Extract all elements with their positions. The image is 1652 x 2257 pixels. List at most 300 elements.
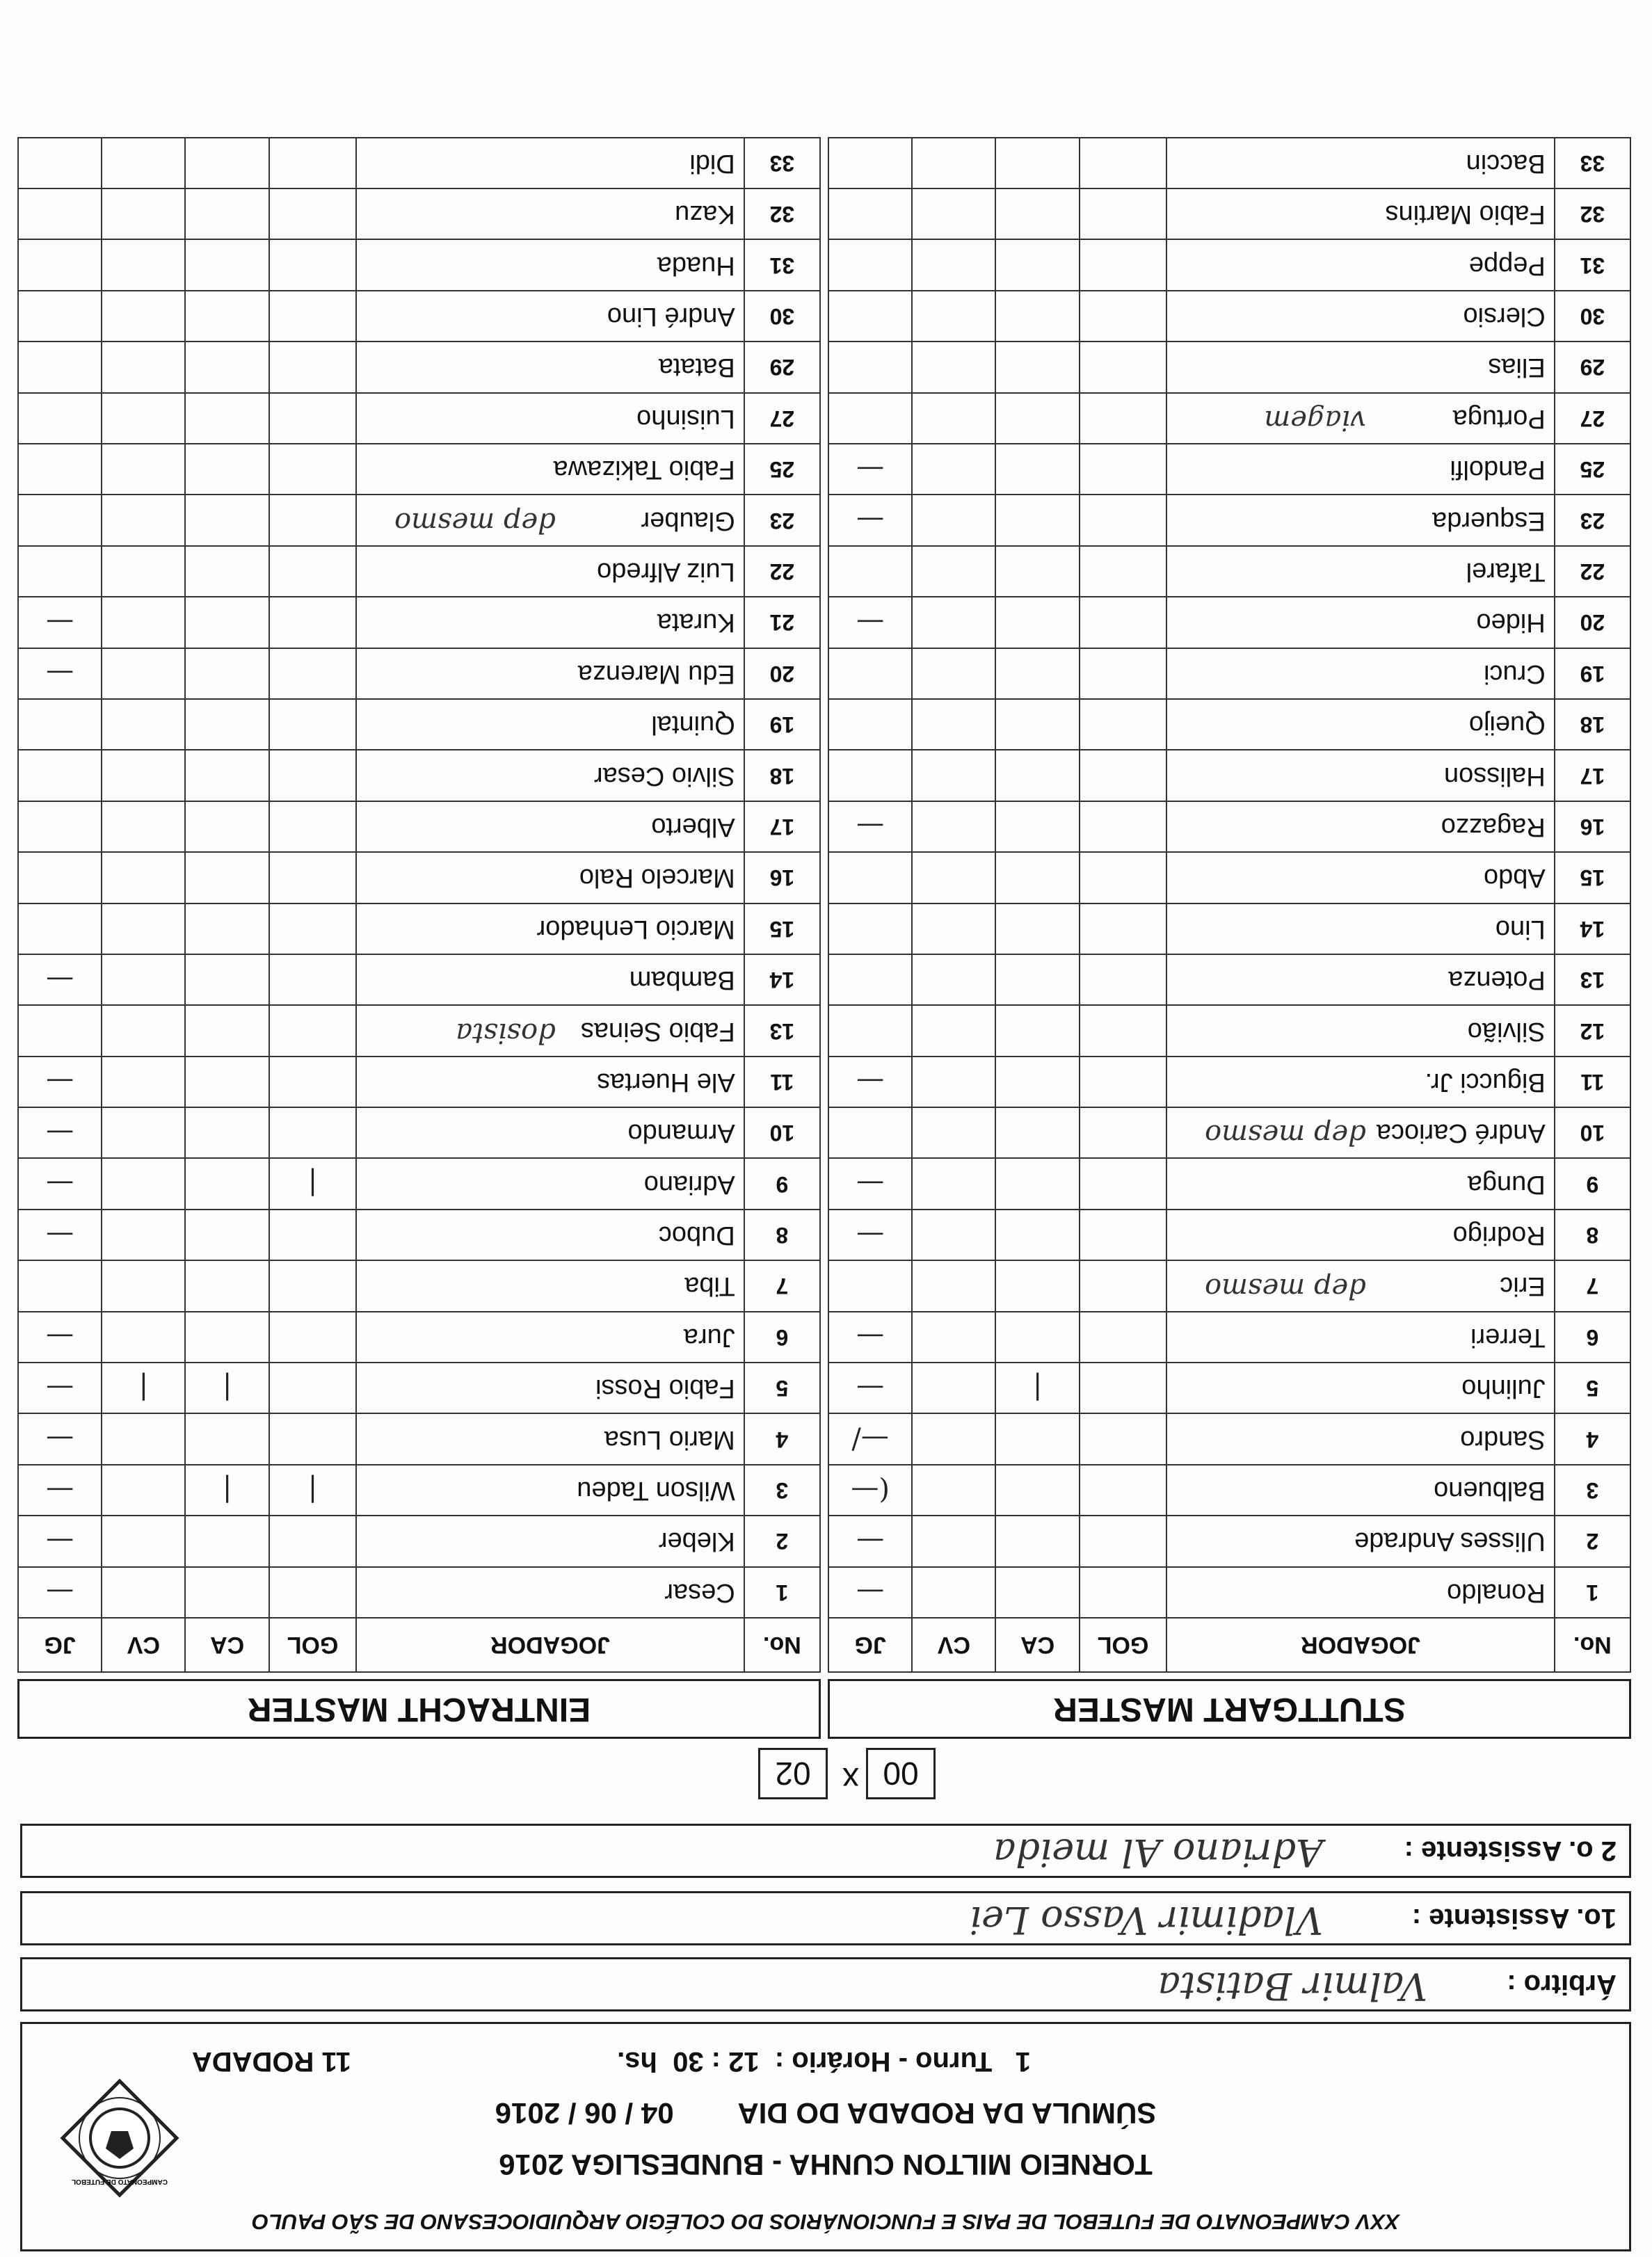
red-card-mark <box>102 1465 185 1516</box>
player-row <box>18 1005 820 1056</box>
player-row <box>18 597 820 648</box>
played-mark <box>18 444 102 495</box>
player-name-text: Sandro <box>1460 1424 1546 1454</box>
player-name <box>356 495 744 545</box>
assistant2-name: Adriano Al meida <box>993 1831 1323 1874</box>
player-number: 20 <box>744 648 820 699</box>
player-name <box>1166 138 1554 188</box>
player-number: 5 <box>1555 1363 1630 1413</box>
played-mark <box>828 342 912 392</box>
goal-mark <box>1080 1158 1167 1209</box>
yellow-card-mark <box>185 801 268 852</box>
goal-mark <box>1080 1210 1167 1260</box>
goal-mark <box>1080 1567 1167 1618</box>
goal-mark <box>269 750 357 801</box>
score-separator: x <box>842 1760 859 1797</box>
played-mark <box>18 239 102 290</box>
championship-title: XXV CAMPEONATO DE FUTEBOL DE PAIS E FUNCIONÁRIOS DO COLÉGIO ARQUIDIOCESANO DE SÃO PAULO <box>252 2210 1400 2234</box>
goal-mark <box>1080 648 1167 699</box>
player-name-text: Mario Lusa <box>604 1424 735 1454</box>
player-number: 30 <box>1555 291 1630 342</box>
goal-mark <box>269 1005 357 1056</box>
player-row <box>828 1465 1630 1516</box>
goal-mark <box>269 1567 357 1618</box>
goal-mark <box>1080 239 1167 290</box>
player-number: 3 <box>1555 1465 1630 1516</box>
player-row <box>18 1465 820 1516</box>
goal-mark: | <box>269 1465 357 1516</box>
column-header: CA <box>995 1618 1079 1672</box>
player-name <box>356 903 744 954</box>
player-name-text: André Lino <box>607 302 735 332</box>
player-name-text: Silvio Cesar <box>593 761 735 791</box>
yellow-card-mark <box>995 342 1079 392</box>
player-row <box>828 1312 1630 1363</box>
player-number: 8 <box>744 1210 820 1260</box>
player-name <box>356 138 744 188</box>
player-number: 29 <box>1555 342 1630 392</box>
yellow-card-mark <box>995 1005 1079 1056</box>
player-name <box>356 1107 744 1158</box>
red-card-mark <box>102 1413 185 1464</box>
goal-mark <box>269 1363 357 1413</box>
player-number: 29 <box>744 342 820 392</box>
player-number: 16 <box>744 852 820 903</box>
player-name-text: Terreri <box>1470 1322 1546 1352</box>
played-mark <box>828 954 912 1005</box>
goal-mark <box>1080 1107 1167 1158</box>
yellow-card-mark <box>995 1210 1079 1260</box>
played-mark <box>18 1005 102 1056</box>
player-number: 10 <box>1555 1107 1630 1158</box>
player-name <box>1166 495 1554 545</box>
player-name <box>1166 1107 1554 1158</box>
yellow-card-mark <box>995 393 1079 444</box>
yellow-card-mark <box>995 1260 1079 1311</box>
played-mark <box>828 699 912 750</box>
player-name <box>1166 1057 1554 1107</box>
played-mark <box>828 1005 912 1056</box>
player-name <box>1166 1516 1554 1566</box>
player-name-text: Ragazzo <box>1441 812 1546 842</box>
played-mark <box>18 393 102 444</box>
player-number: 11 <box>1555 1057 1630 1107</box>
player-number: 30 <box>744 291 820 342</box>
player-row <box>828 444 1630 495</box>
red-card-mark <box>102 903 185 954</box>
red-card-mark <box>912 801 995 852</box>
goal-mark <box>1080 546 1167 597</box>
player-number: 5 <box>744 1363 820 1413</box>
played-mark <box>828 188 912 239</box>
player-row <box>18 188 820 239</box>
player-name-text: Potenza <box>1448 965 1546 995</box>
player-row <box>18 1363 820 1413</box>
yellow-card-mark <box>185 1312 268 1363</box>
yellow-card-mark: | <box>995 1363 1079 1413</box>
player-row <box>18 699 820 750</box>
yellow-card-mark <box>185 1210 268 1260</box>
player-row <box>828 750 1630 801</box>
player-row <box>18 648 820 699</box>
player-name-text: Ulisses Andrade <box>1354 1527 1546 1557</box>
red-card-mark <box>102 852 185 903</box>
played-mark: — <box>828 801 912 852</box>
played-mark: — <box>18 1057 102 1107</box>
player-row <box>828 1516 1630 1566</box>
player-name-text: Batata <box>658 353 735 383</box>
player-name <box>356 239 744 290</box>
yellow-card-mark <box>185 1158 268 1209</box>
goal-mark <box>1080 1260 1167 1311</box>
yellow-card-mark <box>995 1465 1079 1516</box>
played-mark: — <box>18 1413 102 1464</box>
goal-mark: | <box>269 1158 357 1209</box>
goal-mark <box>269 291 357 342</box>
goal-mark <box>269 852 357 903</box>
played-mark <box>18 342 102 392</box>
player-row <box>828 903 1630 954</box>
player-row <box>828 597 1630 648</box>
player-row <box>828 291 1630 342</box>
column-header: CA <box>185 1618 268 1672</box>
handwritten-note: viagem <box>1264 404 1366 437</box>
played-mark: — <box>18 1158 102 1209</box>
played-mark: —/ <box>828 1413 912 1464</box>
round-label: 11 RODADA <box>191 2046 351 2077</box>
player-name-text: Cruci <box>1484 659 1546 689</box>
yellow-card-mark <box>185 1107 268 1158</box>
player-name <box>1166 1158 1554 1209</box>
played-mark: — <box>828 444 912 495</box>
red-card-mark <box>912 1516 995 1566</box>
player-row <box>828 852 1630 903</box>
player-row <box>828 1005 1630 1056</box>
player-row <box>828 1260 1630 1311</box>
player-name <box>356 1516 744 1566</box>
goal-mark <box>269 495 357 545</box>
player-name <box>1166 1005 1554 1056</box>
red-card-mark <box>102 801 185 852</box>
goal-mark <box>269 342 357 392</box>
player-name-text: Adriano <box>643 1169 735 1199</box>
player-name-text: Luiz Alfredo <box>597 557 735 586</box>
player-name-text: Tiba <box>684 1271 735 1301</box>
player-name <box>356 291 744 342</box>
red-card-mark <box>912 1005 995 1056</box>
logo-text: CAMPEONATO DE FUTEBOL <box>72 2178 168 2185</box>
red-card-mark <box>102 444 185 495</box>
player-name <box>1166 1260 1554 1311</box>
player-name <box>356 1312 744 1363</box>
player-name-text: Glauber <box>641 506 735 536</box>
player-row <box>18 342 820 392</box>
player-row <box>18 1107 820 1158</box>
column-header: No. <box>744 1618 820 1672</box>
goal-mark <box>269 1107 357 1158</box>
yellow-card-mark <box>185 750 268 801</box>
red-card-mark <box>912 1210 995 1260</box>
player-number: 27 <box>1555 393 1630 444</box>
player-name-text: Tafarel <box>1466 557 1546 586</box>
player-name-text: Julinho <box>1461 1374 1546 1404</box>
player-number: 21 <box>744 597 820 648</box>
player-row <box>18 954 820 1005</box>
player-name-text: Wilson Tadeu <box>577 1476 735 1506</box>
column-header: JG <box>828 1618 912 1672</box>
player-row <box>828 1567 1630 1618</box>
goal-mark <box>1080 852 1167 903</box>
player-name <box>356 699 744 750</box>
player-name-text: Marcio Lenhador <box>536 914 735 944</box>
yellow-card-mark <box>995 546 1079 597</box>
goal-mark <box>269 393 357 444</box>
player-number: 9 <box>1555 1158 1630 1209</box>
player-name-text: Queijo <box>1468 710 1546 740</box>
player-name <box>356 648 744 699</box>
played-mark <box>18 188 102 239</box>
tournament-title: TORNEIO MILTON CUNHA - BUNDESLIGA 2016 <box>499 2148 1153 2181</box>
player-name <box>1166 1465 1554 1516</box>
column-header: GOL <box>1080 1618 1167 1672</box>
played-mark <box>18 291 102 342</box>
red-card-mark <box>912 1363 995 1413</box>
goal-mark <box>269 1210 357 1260</box>
player-row <box>828 188 1630 239</box>
player-number: 7 <box>1555 1260 1630 1311</box>
player-name <box>1166 750 1554 801</box>
player-row <box>18 1567 820 1618</box>
player-number: 31 <box>1555 239 1630 290</box>
goal-mark <box>1080 1005 1167 1056</box>
played-mark: — <box>828 1210 912 1260</box>
yellow-card-mark: | <box>185 1465 268 1516</box>
red-card-mark <box>912 495 995 545</box>
player-number: 16 <box>1555 801 1630 852</box>
player-name-text: Kazu <box>675 200 735 230</box>
goal-mark <box>1080 291 1167 342</box>
played-mark: — <box>828 1567 912 1618</box>
player-name-text: Elias <box>1488 353 1546 383</box>
yellow-card-mark <box>185 954 268 1005</box>
player-number: 31 <box>744 239 820 290</box>
played-mark: — <box>828 597 912 648</box>
player-number: 33 <box>744 138 820 188</box>
player-number: 19 <box>744 699 820 750</box>
player-number: 2 <box>1555 1516 1630 1566</box>
goal-mark <box>1080 393 1167 444</box>
yellow-card-mark <box>185 852 268 903</box>
red-card-mark <box>912 699 995 750</box>
handwritten-note: dep mesmo <box>1204 1118 1366 1151</box>
player-number: 15 <box>744 903 820 954</box>
yellow-card-mark <box>185 546 268 597</box>
goal-mark <box>269 188 357 239</box>
player-name-text: Clersio <box>1463 302 1546 332</box>
player-number: 19 <box>1555 648 1630 699</box>
red-card-mark <box>102 699 185 750</box>
red-card-mark <box>102 1057 185 1107</box>
yellow-card-mark <box>995 954 1079 1005</box>
column-header: JG <box>18 1618 102 1672</box>
played-mark <box>828 393 912 444</box>
red-card-mark <box>102 239 185 290</box>
away-score: 02 <box>758 1748 828 1799</box>
yellow-card-mark <box>995 903 1079 954</box>
home-score: 00 <box>866 1748 936 1799</box>
player-number: 33 <box>1555 138 1630 188</box>
player-number: 23 <box>744 495 820 545</box>
yellow-card-mark <box>995 648 1079 699</box>
player-number: 32 <box>744 188 820 239</box>
player-number: 7 <box>744 1260 820 1311</box>
player-row <box>18 1516 820 1566</box>
player-name <box>1166 852 1554 903</box>
player-name <box>356 393 744 444</box>
played-mark <box>828 138 912 188</box>
yellow-card-mark <box>185 138 268 188</box>
goal-mark <box>1080 1363 1167 1413</box>
goal-mark <box>1080 495 1167 545</box>
red-card-mark <box>102 648 185 699</box>
played-mark: — <box>18 1465 102 1516</box>
player-row <box>18 444 820 495</box>
tournament-logo <box>57 2075 182 2201</box>
goal-mark <box>1080 1465 1167 1516</box>
table-header-row <box>828 1618 1630 1672</box>
player-name-text: Fabio Martins <box>1385 200 1546 230</box>
goal-mark <box>269 138 357 188</box>
player-name <box>1166 801 1554 852</box>
red-card-mark <box>912 852 995 903</box>
player-number: 1 <box>744 1567 820 1618</box>
player-number: 14 <box>744 954 820 1005</box>
player-name-text: Silvião <box>1467 1016 1546 1046</box>
player-name-text: Didi <box>689 148 735 178</box>
red-card-mark <box>102 750 185 801</box>
red-card-mark <box>912 291 995 342</box>
player-number: 13 <box>1555 954 1630 1005</box>
player-row <box>18 1210 820 1260</box>
player-name-text: Rodrigo <box>1452 1221 1546 1251</box>
yellow-card-mark <box>185 1413 268 1464</box>
player-name <box>356 852 744 903</box>
played-mark <box>18 801 102 852</box>
player-name <box>356 801 744 852</box>
yellow-card-mark <box>185 291 268 342</box>
away-team-name: EINTRACHT MASTER <box>17 1679 821 1739</box>
player-row <box>18 750 820 801</box>
player-name <box>356 1567 744 1618</box>
played-mark <box>828 750 912 801</box>
played-mark <box>828 648 912 699</box>
played-mark: — <box>18 1567 102 1618</box>
goal-mark <box>269 1312 357 1363</box>
column-header: GOL <box>269 1618 357 1672</box>
shift-line <box>22 2046 1629 2077</box>
player-name-text: Fabio Seinas <box>580 1016 735 1046</box>
red-card-mark <box>912 342 995 392</box>
played-mark <box>828 291 912 342</box>
player-row <box>828 495 1630 545</box>
player-number: 6 <box>1555 1312 1630 1363</box>
header-box <box>20 2022 1631 2251</box>
player-name-text: Edu Marenza <box>577 659 735 689</box>
player-number: 2 <box>744 1516 820 1566</box>
player-row <box>828 1413 1630 1464</box>
yellow-card-mark <box>185 1567 268 1618</box>
player-row <box>18 291 820 342</box>
goal-mark <box>269 699 357 750</box>
player-name <box>356 1465 744 1516</box>
player-number: 18 <box>1555 699 1630 750</box>
yellow-card-mark <box>995 188 1079 239</box>
referee-label: Árbitro : <box>1507 1969 1617 2000</box>
player-number: 25 <box>744 444 820 495</box>
player-name-text: Peppe <box>1468 250 1546 280</box>
player-row <box>828 1057 1630 1107</box>
assistant2-label: 2 o. Assistente : <box>1404 1836 1617 1866</box>
player-number: 32 <box>1555 188 1630 239</box>
red-card-mark <box>912 648 995 699</box>
yellow-card-mark <box>995 291 1079 342</box>
played-mark: — <box>18 648 102 699</box>
goal-mark <box>269 546 357 597</box>
goal-mark <box>269 597 357 648</box>
goal-mark <box>269 903 357 954</box>
red-card-mark <box>102 546 185 597</box>
red-card-mark <box>912 188 995 239</box>
column-header: No. <box>1555 1618 1630 1672</box>
red-card-mark <box>912 1158 995 1209</box>
goal-mark <box>269 1260 357 1311</box>
played-mark: (— <box>828 1465 912 1516</box>
player-name <box>356 1413 744 1464</box>
home-team-name: STUTTGART MASTER <box>828 1679 1631 1739</box>
player-name-text: Halisson <box>1443 761 1546 791</box>
goal-mark <box>269 1413 357 1464</box>
player-row <box>828 239 1630 290</box>
red-card-mark <box>912 1413 995 1464</box>
yellow-card-mark <box>995 597 1079 648</box>
player-name-text: Hideo <box>1476 608 1546 638</box>
player-number: 6 <box>744 1312 820 1363</box>
player-name-text: Kurata <box>657 608 735 638</box>
player-name-text: Kleber <box>658 1527 735 1557</box>
played-mark: — <box>828 1312 912 1363</box>
goal-mark <box>269 1057 357 1107</box>
table-header-row <box>18 1618 820 1672</box>
player-row <box>828 1107 1630 1158</box>
played-mark: — <box>18 1363 102 1413</box>
player-name-text: Lino <box>1495 914 1546 944</box>
played-mark <box>828 239 912 290</box>
played-mark <box>18 699 102 750</box>
played-mark <box>828 903 912 954</box>
yellow-card-mark <box>185 1005 268 1056</box>
red-card-mark <box>912 1567 995 1618</box>
played-mark <box>828 852 912 903</box>
played-mark <box>18 546 102 597</box>
column-header: CV <box>102 1618 185 1672</box>
player-number: 3 <box>744 1465 820 1516</box>
red-card-mark <box>912 239 995 290</box>
red-card-mark <box>102 495 185 545</box>
player-name-text: Bambam <box>629 965 735 995</box>
yellow-card-mark <box>185 188 268 239</box>
yellow-card-mark <box>995 801 1079 852</box>
player-name <box>356 1363 744 1413</box>
